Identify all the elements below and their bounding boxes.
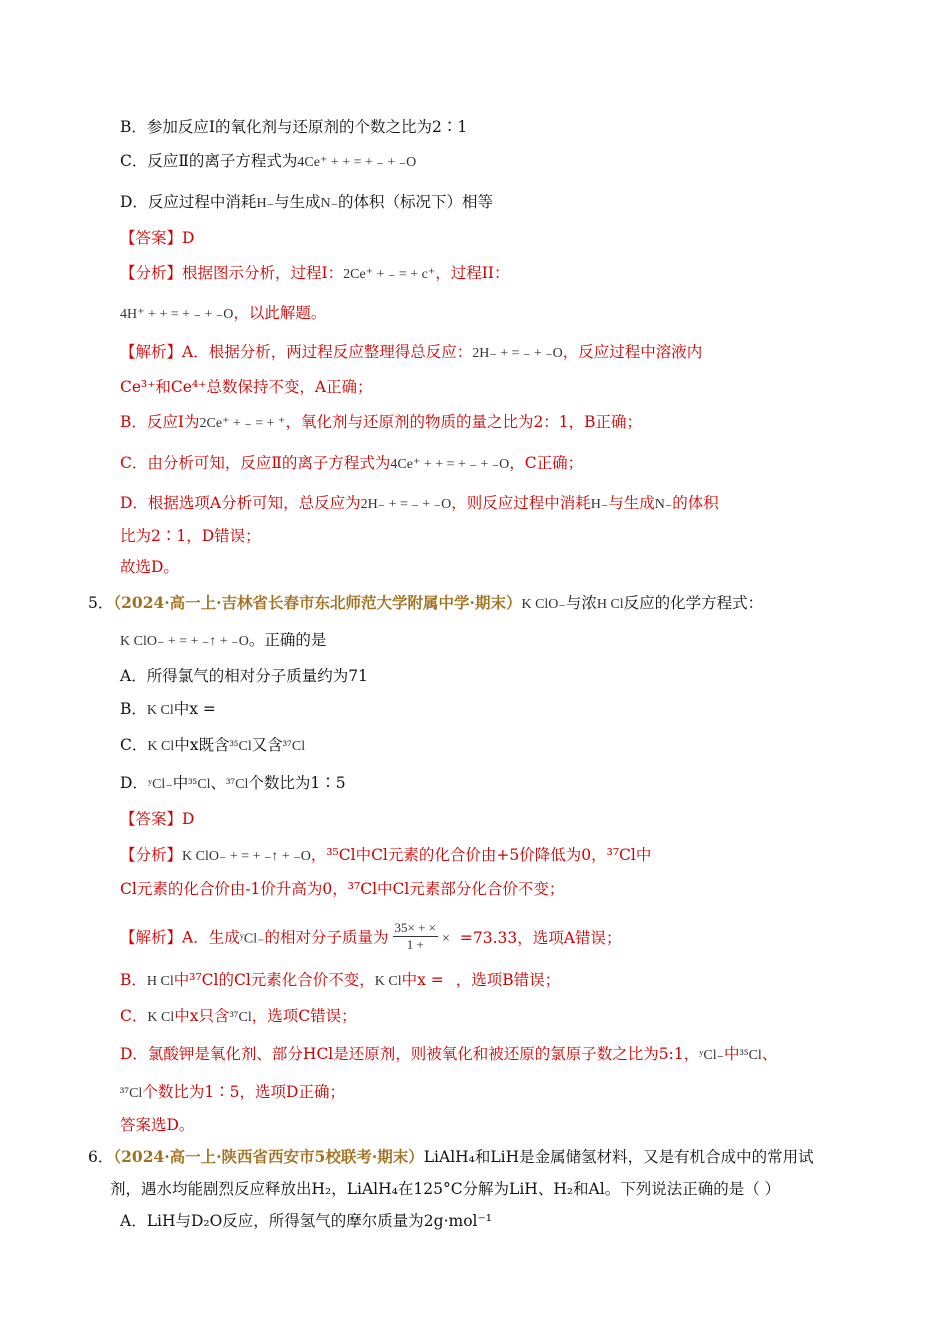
q5-solution-b: B．H Cl中³⁷Cl的Cl元素化合价不变，K Cl中x = ，选项B错误； — [120, 971, 561, 989]
q5-answer: 【答案】D — [120, 810, 195, 828]
q4-answer: 【答案】D — [120, 229, 195, 247]
q5-conclusion: 答案选D。 — [120, 1116, 195, 1134]
q4-solution-a-line2: Ce³⁺和Ce⁴⁺总数保持不变，A正确； — [120, 378, 373, 396]
q6-stem: 6．（2024·高一上·陕西省西安市5校联考·期末）LiAlH₄和LiH是金属储氢材料，又是有机合成中的常用试 — [88, 1147, 814, 1166]
q5-option-c: C．K Cl中x既含³⁵Cl又含³⁷Cl — [120, 736, 306, 754]
q5-stem: 5．（2024·高一上·吉林省长春市东北师范大学附属中学·期末）K ClO₋与浓H Cl反应的化学方程式： — [88, 593, 764, 612]
q5-solution-d: D．氯酸钾是氧化剂、部分HCl是还原剂，则被氧化和被还原的氯原子数之比为5:1，ʸCl₋中³⁵Cl、 — [120, 1045, 778, 1063]
q6-stem-line2: 剂，遇水均能剧烈反应释放出H₂，LiAlH₄在125°C分解为LiH、H₂和Al。下列说法正确的是（ ） — [110, 1180, 781, 1198]
q5-equation: K ClO₋ + = + ₋↑ + ₋O。正确的是 — [120, 631, 327, 649]
q4-conclusion: 故选D。 — [120, 558, 179, 576]
q4-analysis: 【分析】根据图示分析，过程I：2Ce⁺ + ₋ = + c⁺，过程II： — [120, 264, 510, 282]
q4-solution-d-line2: 比为2∶1，D错误； — [120, 527, 261, 545]
q4-option-c-formula: 4Ce⁺ + + = + ₋ + ₋O — [297, 155, 417, 170]
q4-solution-c: C．由分析可知，反应Ⅱ的离子方程式为4Ce⁺ + + = + ₋ + ₋O，C正确； — [120, 454, 584, 472]
q5-solution-c: C．K Cl中x只含³⁷Cl，选项C错误； — [120, 1007, 357, 1025]
q4-solution-b: B．反应Ⅰ为2Ce⁺ + ₋ = + ⁺，氧化剂与还原剂的物质的量之比为2：1，B正确； — [120, 413, 643, 431]
q4-solution-d: D．根据选项A分析可知，总反应为2H₋ + = ₋ + ₋O，则反应过程中消耗H₋与生成N₋的体积 — [120, 494, 719, 512]
q5-analysis-line2: Cl元素的化合价由-1价升高为0，³⁷Cl中Cl元素部分化合价不变； — [120, 880, 565, 898]
q4-solution-a: 【解析】A．根据分析，两过程反应整理得总反应：2H₋ + = ₋ + ₋O，反应过程中溶液内 — [120, 343, 703, 361]
q6-number: 6． — [88, 1148, 114, 1166]
q5-option-b: B．K Cl中x = — [120, 700, 216, 718]
q4-analysis-line2: 4H⁺ + + = + ₋ + ₋O，以此解题。 — [120, 304, 327, 322]
q5-analysis: 【分析】K ClO₋ + = + ₋↑ + ₋O，³⁵Cl中Cl元素的化合价由+5价降低为0，³⁷Cl中 — [120, 846, 652, 864]
q5-fraction: $\frac{35\times + \times}{1 +}$ — [394, 920, 436, 952]
q5-option-d: D．ʸCl₋中³⁵Cl、³⁷Cl个数比为1∶5 — [120, 774, 346, 792]
q5-number: 5． — [88, 594, 114, 612]
q5-source: （2024·高一上·吉林省长春市东北师范大学附属中学·期末） — [113, 593, 522, 612]
q4-option-c: C．反应Ⅱ的离子方程式为4Ce⁺ + + = + ₋ + ₋O — [120, 152, 417, 170]
q4-option-b: B．参加反应Ⅰ的氧化剂与还原剂的个数之比为2∶1 — [120, 118, 468, 136]
q6-source: （2024·高一上·陕西省西安市5校联考·期末） — [113, 1147, 424, 1166]
q4-option-d: D．反应过程中消耗H₋与生成N₋的体积（标况下）相等 — [120, 193, 493, 211]
q5-solution-a: 【解析】A．生成ʸCl₋的相对分子质量为 $\frac{35\times + \times}{1 +}$ × =73.33，选项A错误； — [120, 920, 622, 952]
q6-option-a: A．LiH与D₂O反应，所得氢气的摩尔质量为2g·mol⁻¹ — [120, 1212, 492, 1230]
q5-option-a: A．所得氯气的相对分子质量约为71 — [120, 667, 368, 685]
q5-solution-d-line2: ³⁷Cl个数比为1∶5，选项D正确； — [120, 1083, 345, 1101]
